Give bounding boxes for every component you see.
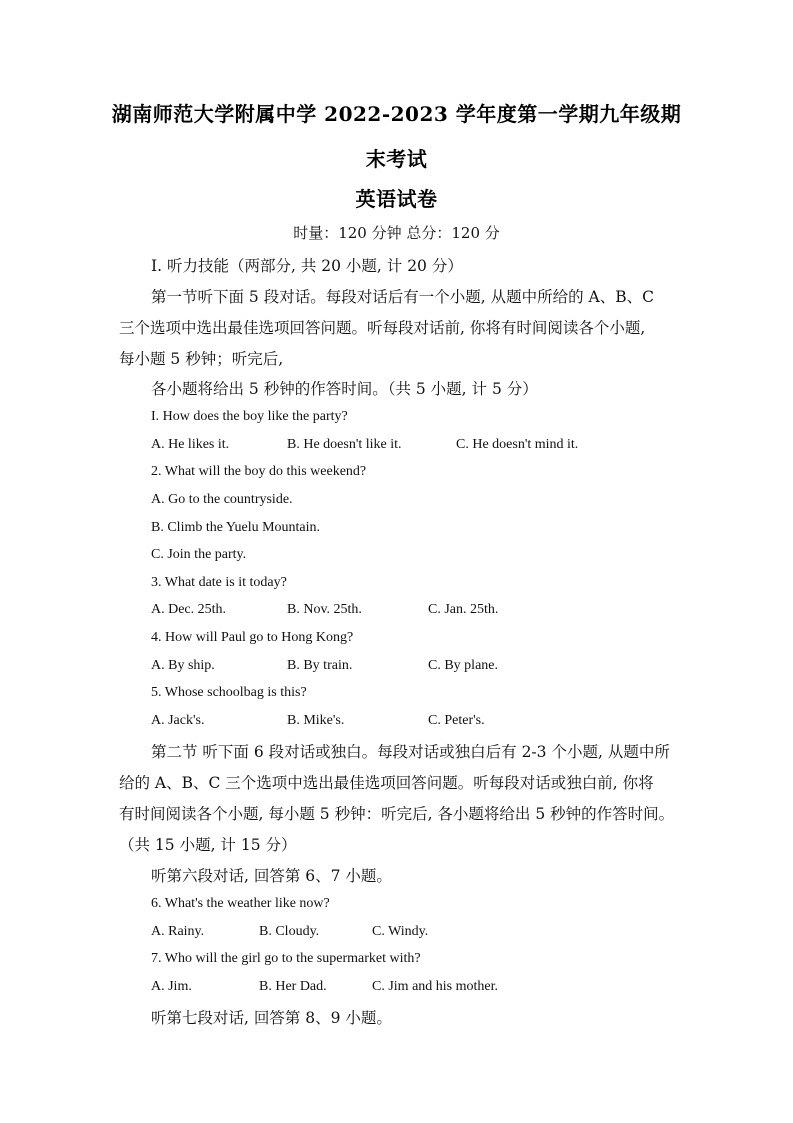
- question-7-option-a: A. Jim.: [151, 979, 192, 994]
- section2-instructions-line2: 给的 A、B、C 三个选项中选出最佳选项回答问题。听每段对话或独白前, 你将: [119, 774, 654, 792]
- question-5-stem: 5. Whose schoolbag is this?: [151, 685, 307, 700]
- question-3-stem: 3. What date is it today?: [151, 575, 287, 590]
- question-2-stem: 2. What will the boy do this weekend?: [151, 464, 367, 479]
- question-6-option-b: B. Cloudy.: [259, 924, 320, 939]
- question-3-option-b: B. Nov. 25th.: [287, 602, 362, 617]
- question-1-option-b: B. He doesn't like it.: [287, 437, 402, 452]
- question-7-option-c: C. Jim and his mother.: [372, 979, 498, 994]
- exam-title-line1: 湖南师范大学附属中学 2022-2023 学年度第一学期九年级期: [111, 102, 682, 126]
- question-3-option-c: C. Jan. 25th.: [428, 602, 499, 617]
- subject-title: 英语试卷: [355, 187, 438, 211]
- question-4-stem: 4. How will Paul go to Hong Kong?: [151, 630, 354, 645]
- question-2-option-c: C. Join the party.: [151, 547, 247, 562]
- section1-instructions-line2: 三个选项中选出最佳选项回答问题。听每段对话前, 你将有时间阅读各个小题,: [119, 319, 646, 337]
- question-6-option-c: C. Windy.: [372, 924, 429, 939]
- dialog-6-heading: 听第六段对话, 回答第 6、7 小题。: [151, 867, 392, 885]
- question-6-option-a: A. Rainy.: [151, 924, 205, 939]
- question-4-option-a: A. By ship.: [151, 658, 215, 673]
- exam-title-line2: 末考试: [365, 147, 428, 171]
- time-score: 时量：120 分钟 总分：120 分: [293, 224, 500, 242]
- section1-instructions-line3: 每小题 5 秒钟；听完后,: [119, 350, 284, 368]
- question-6-stem: 6. What's the weather like now?: [151, 896, 330, 911]
- section1-instructions-line1: 第一节听下面 5 段对话。每段对话后有一个小题, 从题中所给的 A、B、C: [151, 288, 654, 306]
- question-5-option-a: A. Jack's.: [151, 713, 205, 728]
- section2-instructions-line4: （共 15 小题, 计 15 分）: [119, 836, 297, 854]
- question-7-option-b: B. Her Dad.: [259, 979, 327, 994]
- question-1-option-a: A. He likes it.: [151, 437, 230, 452]
- dialog-7-heading: 听第七段对话, 回答第 8、9 小题。: [151, 1009, 392, 1027]
- question-1-option-c: C. He doesn't mind it.: [456, 437, 579, 452]
- question-4-option-b: B. By train.: [287, 658, 353, 673]
- question-2-option-a: A. Go to the countryside.: [151, 492, 293, 507]
- question-5-option-b: B. Mike's.: [287, 713, 345, 728]
- question-3-option-a: A. Dec. 25th.: [151, 602, 227, 617]
- question-5-option-c: C. Peter's.: [428, 713, 485, 728]
- section1-instructions-line4: 各小题将给出 5 秒钟的作答时间。（共 5 小题, 计 5 分）: [151, 380, 538, 398]
- question-1-stem: I. How does the boy like the party?: [151, 409, 348, 424]
- question-2-option-b: B. Climb the Yuelu Mountain.: [151, 520, 321, 535]
- section2-instructions-line3: 有时间阅读各个小题, 每小题 5 秒钟：听完后, 各小题将给出 5 秒钟的作答时间。: [119, 805, 675, 823]
- question-7-stem: 7. Who will the girl go to the supermarket with?: [151, 951, 421, 966]
- section2-instructions-line1: 第二节 听下面 6 段对话或独白。每段对话或独白后有 2-3 个小题, 从题中所: [151, 743, 670, 761]
- part1-heading: I. 听力技能（两部分, 共 20 小题, 计 20 分）: [151, 257, 463, 275]
- question-4-option-c: C. By plane.: [428, 658, 498, 673]
